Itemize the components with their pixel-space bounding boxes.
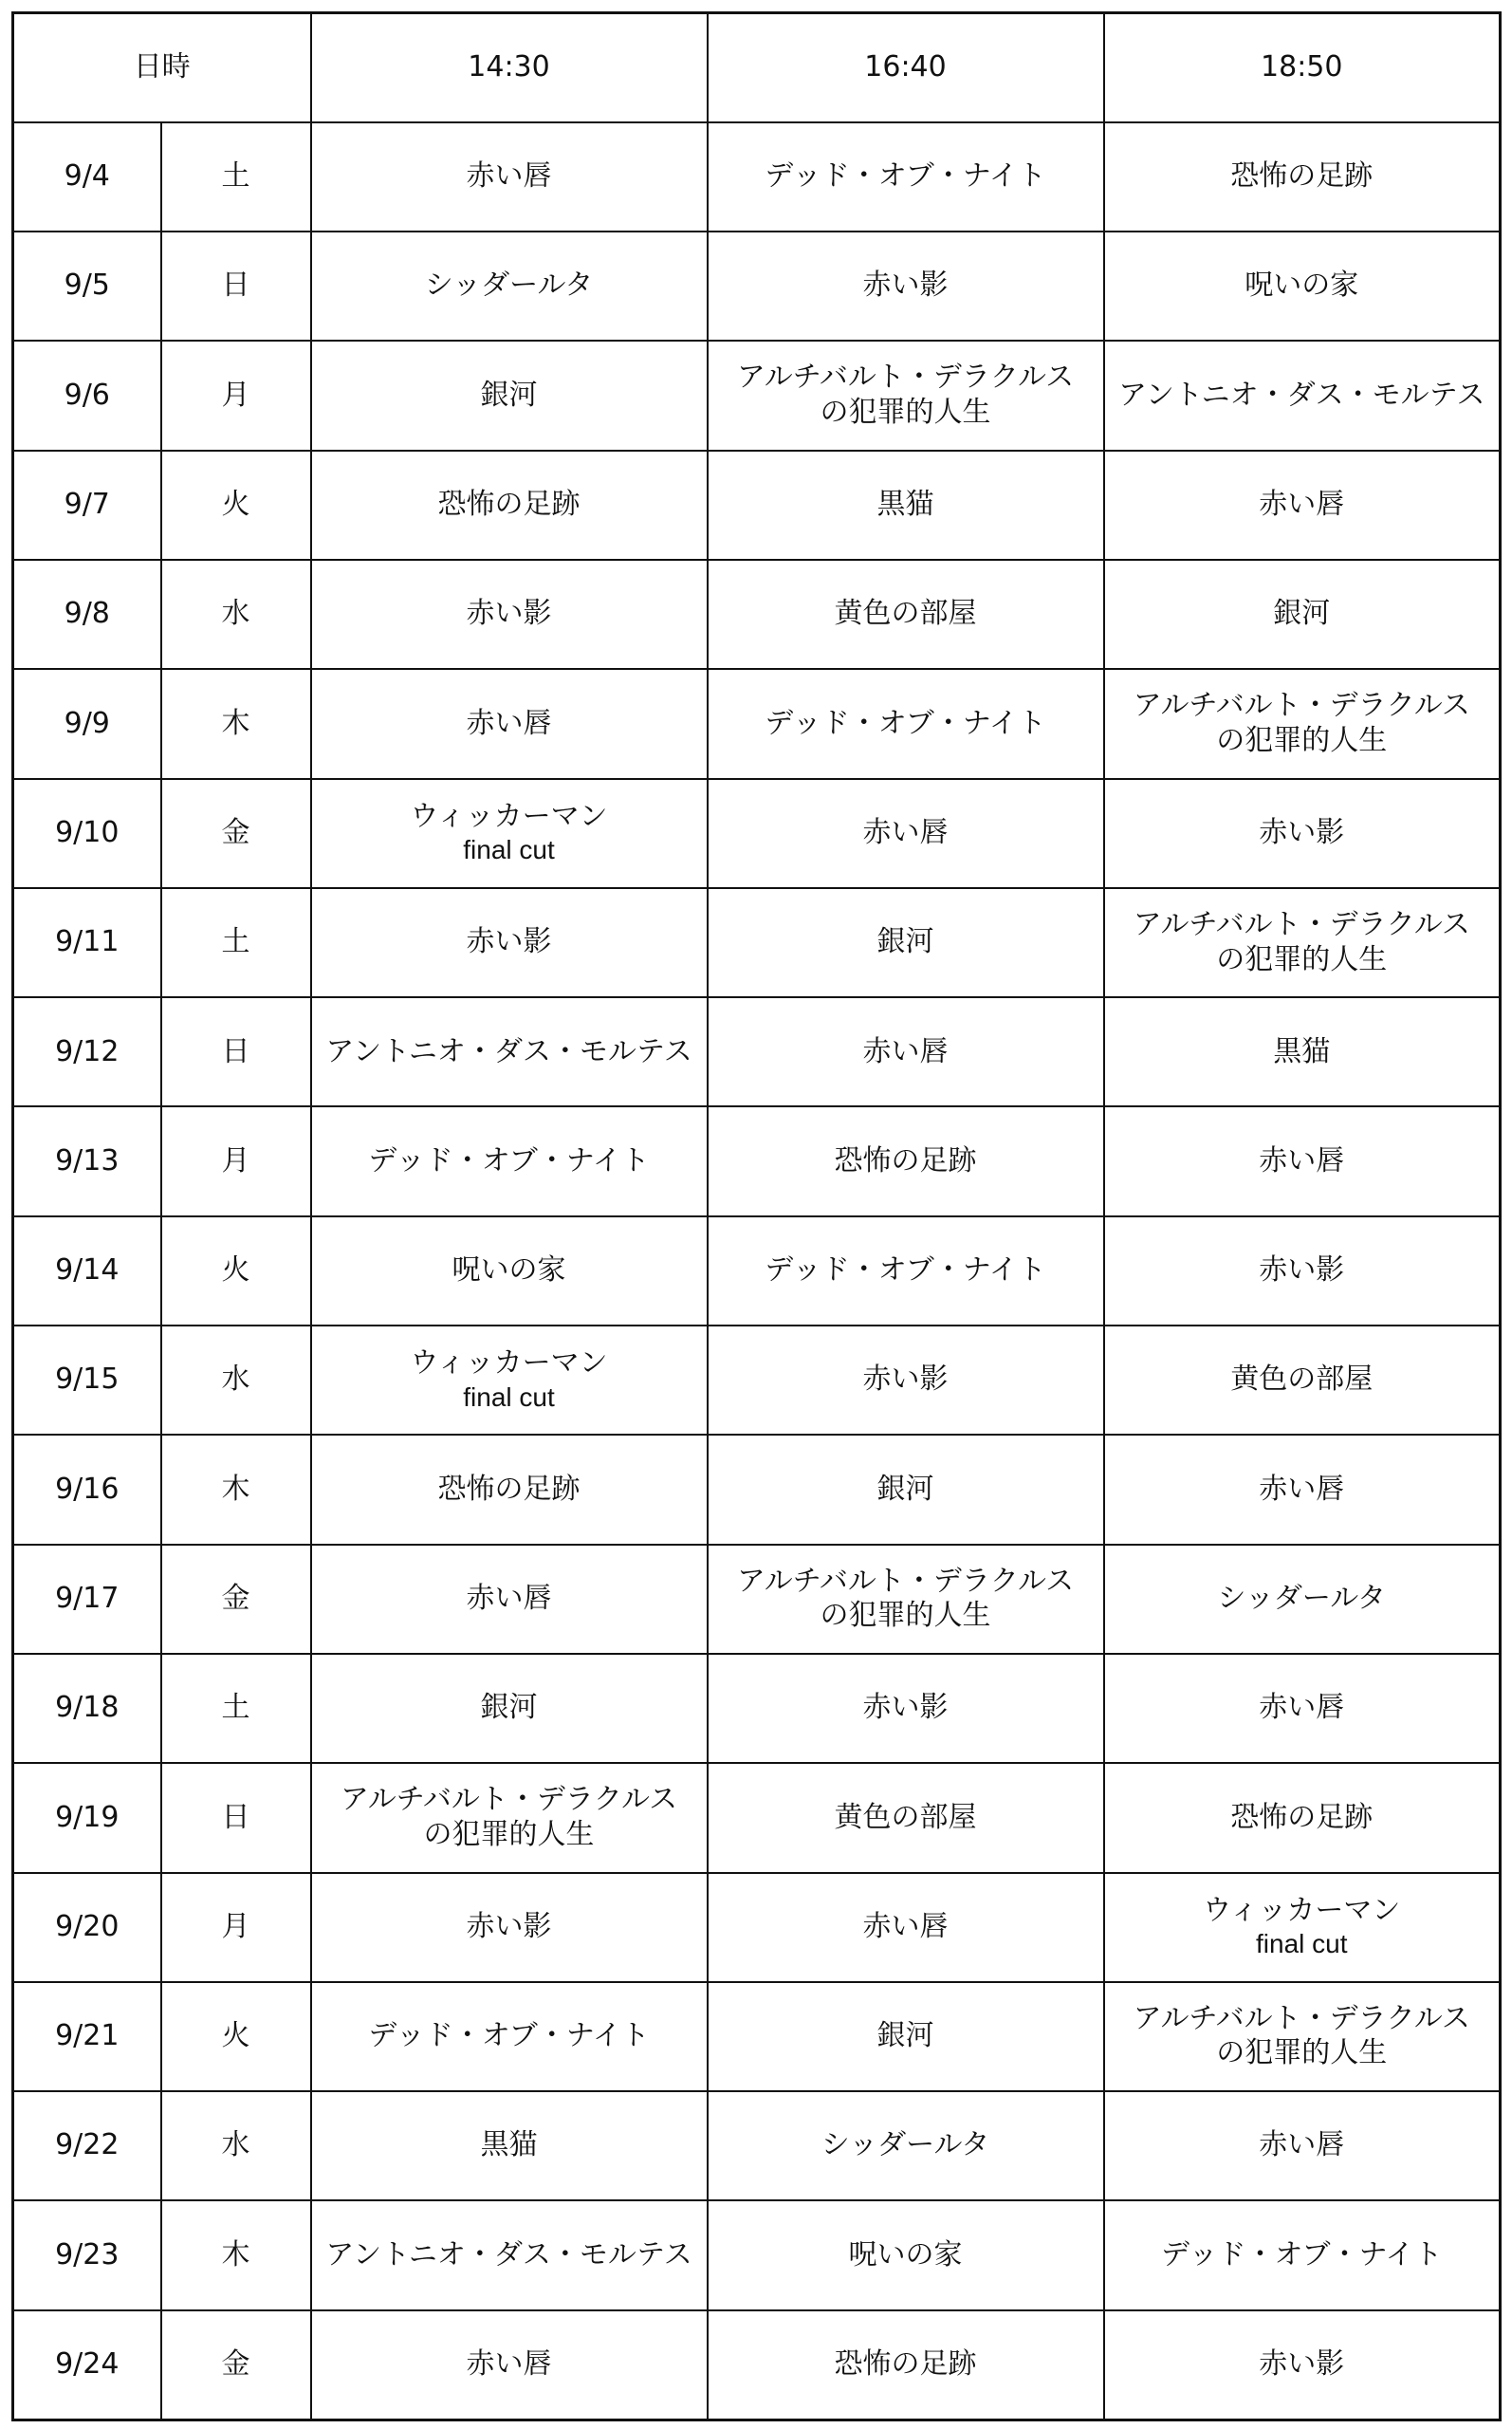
- film-title: 赤い影: [466, 597, 552, 631]
- film-title: アントニオ・ダス・モルテス: [325, 2237, 692, 2271]
- weekday-cell: 月: [161, 341, 311, 450]
- screening-cell: [311, 888, 708, 997]
- date-cell: 9/23: [13, 2200, 161, 2309]
- screening-cell: [311, 560, 708, 669]
- date-cell: 9/19: [13, 1763, 161, 1872]
- film-title: 赤い唇: [862, 1909, 949, 1943]
- film-title: 呪いの家: [1245, 269, 1359, 303]
- date-cell: 9/21: [13, 1982, 161, 2091]
- schedule-row: [13, 669, 1501, 778]
- film-title: 赤い影: [1259, 815, 1345, 849]
- date-cell: 9/24: [13, 2310, 161, 2420]
- schedule-row: [13, 1216, 1501, 1326]
- date-cell: 9/15: [13, 1326, 161, 1435]
- screening-cell: [708, 1654, 1104, 1763]
- screening-cell: [1104, 560, 1501, 669]
- screening-cell: [708, 888, 1104, 997]
- film-title: 赤い影: [862, 1691, 949, 1725]
- date-cell: 9/9: [13, 669, 161, 778]
- weekday-cell: 日: [161, 997, 311, 1106]
- film-title-line: の犯罪的人生: [820, 396, 991, 430]
- film-title-line: の犯罪的人生: [423, 1817, 595, 1851]
- header-row: [13, 13, 1501, 122]
- film-title: デッド・オブ・ナイト: [368, 2019, 650, 2053]
- film-title-line: final cut: [1256, 1929, 1348, 1959]
- weekday-cell: 水: [161, 2091, 311, 2200]
- screening-cell: [708, 451, 1104, 560]
- screening-cell: [708, 2310, 1104, 2420]
- weekday-cell: 水: [161, 1326, 311, 1435]
- screening-cell: [708, 669, 1104, 778]
- screening-cell: [708, 1216, 1104, 1326]
- film-title: 黒猫: [1273, 1034, 1331, 1068]
- schedule-row: [13, 2310, 1501, 2420]
- screening-cell: [708, 1545, 1104, 1654]
- screening-cell: [708, 341, 1104, 450]
- screening-cell: [311, 669, 708, 778]
- weekday-cell: 木: [161, 1435, 311, 1544]
- screening-cell: [708, 779, 1104, 888]
- film-title: 赤い影: [466, 1909, 552, 1943]
- film-title: シッダールタ: [424, 269, 594, 303]
- screening-cell: [708, 997, 1104, 1106]
- screening-cell: [1104, 451, 1501, 560]
- screening-cell: [1104, 2091, 1501, 2200]
- date-cell: 9/12: [13, 997, 161, 1106]
- screening-cell: [1104, 1545, 1501, 1654]
- schedule-row: [13, 2200, 1501, 2309]
- schedule-row: [13, 2091, 1501, 2200]
- schedule-row: [13, 1654, 1501, 1763]
- screening-cell: [311, 232, 708, 341]
- film-title-line: の犯罪的人生: [1216, 723, 1388, 757]
- weekday-cell: 土: [161, 122, 311, 232]
- weekday-cell: 日: [161, 232, 311, 341]
- weekday-cell: 日: [161, 1763, 311, 1872]
- schedule-row: [13, 1106, 1501, 1215]
- weekday-cell: 金: [161, 2310, 311, 2420]
- film-title: 黄色の部屋: [834, 1800, 977, 1834]
- screening-cell: [1104, 1654, 1501, 1763]
- film-title: 恐怖の足跡: [1230, 1800, 1374, 1834]
- date-cell: 9/17: [13, 1545, 161, 1654]
- film-title: 恐怖の足跡: [834, 2346, 977, 2381]
- screening-cell: [1104, 2200, 1501, 2309]
- film-title-line: final cut: [463, 835, 555, 865]
- film-title: デッド・オブ・ナイト: [765, 706, 1046, 740]
- film-title: アルチバルト・デラクルス: [1133, 689, 1470, 723]
- screening-cell: [311, 122, 708, 232]
- screening-cell: [708, 1326, 1104, 1435]
- weekday-cell: 土: [161, 1654, 311, 1763]
- film-title: 赤い唇: [1259, 1691, 1345, 1725]
- film-title: ウィッカーマン: [410, 1346, 608, 1381]
- screening-cell: [311, 2091, 708, 2200]
- screening-cell: [708, 1982, 1104, 2091]
- schedule-row: [13, 560, 1501, 669]
- date-cell: 9/18: [13, 1654, 161, 1763]
- schedule-row: [13, 888, 1501, 997]
- film-title: 赤い唇: [1259, 2128, 1345, 2162]
- schedule-row: [13, 1763, 1501, 1872]
- film-title: 黄色の部屋: [1230, 1363, 1374, 1397]
- weekday-cell: 木: [161, 2200, 311, 2309]
- screening-cell: [1104, 1106, 1501, 1215]
- slot-header-2: 16:40: [708, 13, 1104, 122]
- film-title: アルチバルト・デラクルス: [340, 1783, 678, 1817]
- film-title: 黒猫: [480, 2128, 538, 2162]
- film-title: 赤い唇: [862, 1034, 949, 1068]
- weekday-cell: 火: [161, 1982, 311, 2091]
- film-title: 赤い唇: [862, 815, 949, 849]
- date-cell: 9/6: [13, 341, 161, 450]
- film-title: 恐怖の足跡: [834, 1143, 977, 1177]
- schedule-row: [13, 341, 1501, 450]
- film-title: 赤い影: [1259, 2346, 1345, 2381]
- film-title: 赤い唇: [466, 1582, 552, 1615]
- date-cell: 9/22: [13, 2091, 161, 2200]
- film-title: アルチバルト・デラクルス: [736, 361, 1075, 395]
- screening-cell: [708, 1106, 1104, 1215]
- weekday-cell: 火: [161, 1216, 311, 1326]
- screening-cell: [1104, 341, 1501, 450]
- film-title: 赤い唇: [1259, 1472, 1345, 1506]
- film-title: デッド・オブ・ナイト: [1161, 2237, 1443, 2271]
- film-title: デッド・オブ・ナイト: [765, 159, 1046, 194]
- screening-cell: [1104, 1216, 1501, 1326]
- film-title: 銀河: [480, 1691, 538, 1725]
- film-title-line: の犯罪的人生: [820, 1599, 991, 1633]
- screening-cell: [708, 1435, 1104, 1544]
- film-title: アントニオ・ダス・モルテス: [1118, 378, 1485, 412]
- film-title: 赤い唇: [466, 706, 552, 740]
- screening-cell: [311, 1545, 708, 1654]
- weekday-cell: 火: [161, 451, 311, 560]
- datetime-header: 日時: [13, 13, 311, 122]
- film-title: 赤い唇: [466, 159, 552, 194]
- screening-cell: [708, 2200, 1104, 2309]
- schedule-row: [13, 1435, 1501, 1544]
- date-cell: 9/4: [13, 122, 161, 232]
- screening-cell: [311, 1326, 708, 1435]
- film-title: シッダールタ: [821, 2128, 990, 2162]
- date-cell: 9/7: [13, 451, 161, 560]
- film-title: 赤い影: [862, 1363, 949, 1397]
- screening-cell: [1104, 888, 1501, 997]
- film-title: アルチバルト・デラクルス: [1133, 907, 1470, 941]
- screening-schedule-table: [11, 11, 1502, 2421]
- screening-cell: [311, 1216, 708, 1326]
- screening-cell: [311, 2200, 708, 2309]
- weekday-cell: 金: [161, 1545, 311, 1654]
- screening-cell: [1104, 1763, 1501, 1872]
- screening-cell: [1104, 1982, 1501, 2091]
- film-title-line: の犯罪的人生: [1216, 942, 1388, 976]
- film-title: デッド・オブ・ナイト: [368, 1143, 650, 1177]
- screening-cell: [1104, 232, 1501, 341]
- slot-header-3: 18:50: [1104, 13, 1501, 122]
- screening-cell: [311, 341, 708, 450]
- film-title: アントニオ・ダス・モルテス: [325, 1034, 692, 1068]
- screening-cell: [1104, 669, 1501, 778]
- schedule-row: [13, 451, 1501, 560]
- schedule-row: [13, 997, 1501, 1106]
- date-cell: 9/13: [13, 1106, 161, 1215]
- screening-cell: [708, 122, 1104, 232]
- film-title: 赤い唇: [1259, 488, 1345, 522]
- film-title: 呪いの家: [848, 2237, 963, 2271]
- screening-cell: [311, 1654, 708, 1763]
- film-title: 銀河: [876, 1472, 934, 1506]
- screening-cell: [1104, 1326, 1501, 1435]
- film-title: 赤い影: [862, 269, 949, 303]
- screening-cell: [1104, 122, 1501, 232]
- screening-cell: [311, 1106, 708, 1215]
- film-title-line: の犯罪的人生: [1216, 2036, 1388, 2070]
- screening-cell: [1104, 1873, 1501, 1982]
- film-title: アルチバルト・デラクルス: [1133, 2001, 1470, 2035]
- film-title: 黄色の部屋: [834, 597, 977, 631]
- screening-cell: [311, 997, 708, 1106]
- film-title: 赤い唇: [1259, 1143, 1345, 1177]
- screening-cell: [311, 2310, 708, 2420]
- screening-cell: [311, 1873, 708, 1982]
- film-title: 恐怖の足跡: [437, 488, 581, 522]
- film-title: 銀河: [876, 2019, 934, 2053]
- film-title: 呪いの家: [452, 1253, 566, 1288]
- date-cell: 9/14: [13, 1216, 161, 1326]
- schedule-row: [13, 1982, 1501, 2091]
- schedule-row: [13, 1545, 1501, 1654]
- screening-cell: [708, 232, 1104, 341]
- screening-cell: [311, 1982, 708, 2091]
- film-title: 銀河: [876, 925, 934, 959]
- weekday-cell: 月: [161, 1106, 311, 1215]
- schedule-body: [13, 122, 1501, 2420]
- film-title: ウィッカーマン: [1203, 1893, 1401, 1927]
- date-cell: 9/20: [13, 1873, 161, 1982]
- screening-cell: [708, 2091, 1104, 2200]
- screening-cell: [1104, 779, 1501, 888]
- film-title: 黒猫: [876, 488, 934, 522]
- schedule-row: [13, 122, 1501, 232]
- film-title: 銀河: [1273, 597, 1331, 631]
- film-title: アルチバルト・デラクルス: [736, 1564, 1075, 1598]
- screening-cell: [311, 451, 708, 560]
- date-cell: 9/16: [13, 1435, 161, 1544]
- film-title: 赤い影: [466, 925, 552, 959]
- film-title: 銀河: [480, 378, 538, 412]
- date-cell: 9/5: [13, 232, 161, 341]
- screening-cell: [1104, 1435, 1501, 1544]
- film-title: 恐怖の足跡: [1230, 159, 1374, 194]
- screening-cell: [311, 1435, 708, 1544]
- screening-cell: [708, 1763, 1104, 1872]
- screening-cell: [708, 560, 1104, 669]
- screening-cell: [311, 779, 708, 888]
- film-title: 赤い唇: [466, 2346, 552, 2381]
- date-cell: 9/8: [13, 560, 161, 669]
- schedule-row: [13, 232, 1501, 341]
- schedule-row: [13, 779, 1501, 888]
- weekday-cell: 月: [161, 1873, 311, 1982]
- schedule-row: [13, 1873, 1501, 1982]
- weekday-cell: 土: [161, 888, 311, 997]
- date-cell: 9/11: [13, 888, 161, 997]
- slot-header-1: 14:30: [311, 13, 708, 122]
- film-title: ウィッカーマン: [410, 799, 608, 833]
- screening-cell: [1104, 997, 1501, 1106]
- film-title-line: final cut: [463, 1381, 555, 1412]
- film-title: 恐怖の足跡: [437, 1472, 581, 1506]
- screening-cell: [708, 1873, 1104, 1982]
- date-cell: 9/10: [13, 779, 161, 888]
- screening-cell: [1104, 2310, 1501, 2420]
- schedule-row: [13, 1326, 1501, 1435]
- film-title: デッド・オブ・ナイト: [765, 1253, 1046, 1288]
- weekday-cell: 木: [161, 669, 311, 778]
- film-title: 赤い影: [1259, 1253, 1345, 1288]
- film-title: シッダールタ: [1217, 1582, 1387, 1615]
- weekday-cell: 金: [161, 779, 311, 888]
- screening-cell: [311, 1763, 708, 1872]
- weekday-cell: 水: [161, 560, 311, 669]
